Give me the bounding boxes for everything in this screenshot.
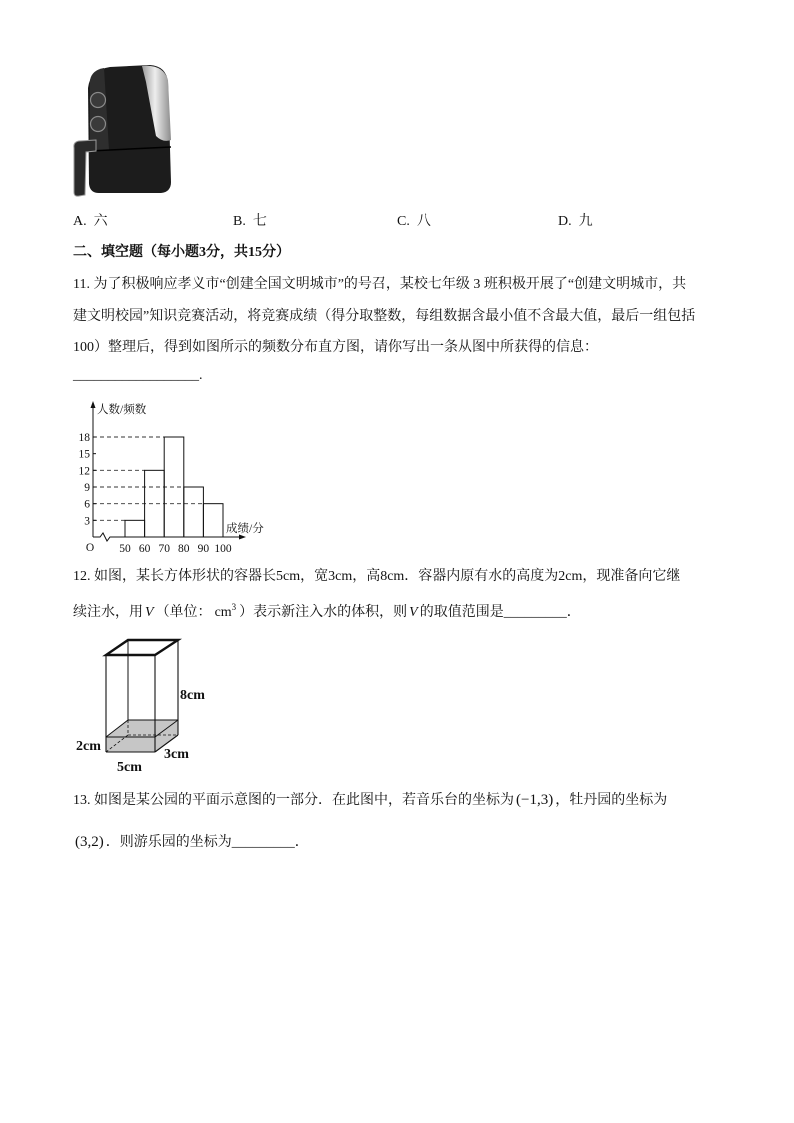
width-label: 3cm (164, 747, 189, 762)
q12-text: ）表示新注入水的体积，则 (239, 605, 408, 620)
x-ticks-group (119, 543, 232, 555)
q12-line-2 (73, 603, 581, 623)
variable-v: V (409, 605, 418, 620)
option-text: 八 (416, 214, 431, 229)
origin-label: O (85, 542, 95, 554)
option-text: 六 (93, 214, 108, 229)
y-axis-arrow (91, 401, 96, 408)
option-c (397, 212, 431, 232)
option-label: D. (558, 214, 572, 229)
y-tick-label: 12 (78, 465, 90, 478)
q13-text: ，牡丹园的坐标为 (555, 793, 668, 808)
histogram-bar (125, 520, 145, 537)
x-tick-label: 60 (138, 543, 151, 555)
histogram-bar (184, 487, 204, 537)
q12-text: 续注水，用 (73, 605, 143, 620)
air-fryer-knob-lower (91, 117, 106, 132)
unit-exponent: 3 (231, 602, 237, 612)
top-face (106, 640, 178, 655)
y-axis-label: 人数/频数 (97, 404, 147, 416)
histogram-chart (70, 398, 280, 560)
section-heading: 二、填空题（每小题3分，共15分） (73, 245, 290, 260)
q12-line-1: 12. 如图，某长方体形状的容器长5cm，宽3cm，高8cm．容器内原有水的高度为2cm，现准备向它继 (73, 569, 681, 584)
x-tick-label: 50 (119, 543, 131, 555)
music-stage-coordinate: (−1,3) (516, 792, 554, 808)
x-tick-label: 80 (178, 543, 190, 555)
q13-line-1 (73, 790, 667, 811)
histogram-bar (203, 504, 223, 537)
length-label: 5cm (117, 760, 142, 775)
water-front-face (106, 737, 155, 752)
q11-line-3: 100）整理后，得到如图所示的频数分布直方图，请你写出一条从图中所获得的信息： (73, 340, 598, 355)
x-axis-arrow (239, 535, 246, 540)
option-label: C. (397, 214, 410, 229)
q13-line-2 (73, 832, 309, 853)
x-tick-label: 70 (158, 543, 170, 555)
water-height-label: 2cm (76, 739, 101, 754)
option-text: 七 (252, 214, 267, 229)
y-tick-label: 6 (84, 498, 90, 511)
q11-line-2: 建文明校园”知识竞赛活动，将竞赛成绩（得分取整数，每组数据含最小值不含最大值，最后一组包括 (73, 309, 696, 324)
x-tick-label: 90 (197, 543, 210, 555)
histogram-bar (145, 470, 165, 537)
unit-cm: cm (214, 605, 232, 620)
x-tick-label: 100 (214, 543, 232, 555)
option-label: B. (233, 214, 246, 229)
option-d (558, 212, 593, 232)
y-tick-label: 15 (78, 448, 90, 461)
option-text: 九 (578, 214, 593, 229)
q12-text: 的取值范围是 (419, 605, 504, 620)
q13-text: 13. 如图是某公园的平面示意图的一部分．在此图中，若音乐台的坐标为 (73, 793, 514, 808)
air-fryer-knob-upper (91, 93, 106, 108)
height-label: 8cm (180, 688, 205, 703)
peony-garden-coordinate: (3,2) (75, 834, 104, 850)
period: ． (294, 835, 309, 850)
answer-blank: __________________ (73, 368, 199, 383)
variable-v: V (145, 605, 154, 620)
option-label: A. (73, 214, 87, 229)
option-b (233, 212, 267, 232)
q11-line-1: 11. 为了积极响应孝义市“创建全国文明城市”的号召，某校七年级 3 班积极开展了“创建文明城市，共 (73, 277, 687, 292)
container-diagram (70, 632, 215, 778)
q13-text: ．则游乐园的坐标为 (105, 835, 232, 850)
y-tick-label: 18 (78, 432, 90, 444)
answer-blank: _________ (231, 835, 295, 850)
x-axis-label: 成绩/分 (226, 523, 264, 535)
q12-text: （单位： (155, 605, 212, 620)
period: ． (566, 605, 581, 620)
y-tick-label: 3 (84, 515, 90, 528)
x-axis (93, 533, 241, 541)
answer-blank: _________ (503, 605, 567, 620)
option-a (73, 212, 108, 232)
air-fryer-icon (68, 58, 175, 200)
dashed-guides-group (93, 437, 203, 520)
period: . (199, 368, 203, 383)
q11-answer-line (73, 366, 203, 386)
y-tick-label: 9 (84, 482, 90, 494)
